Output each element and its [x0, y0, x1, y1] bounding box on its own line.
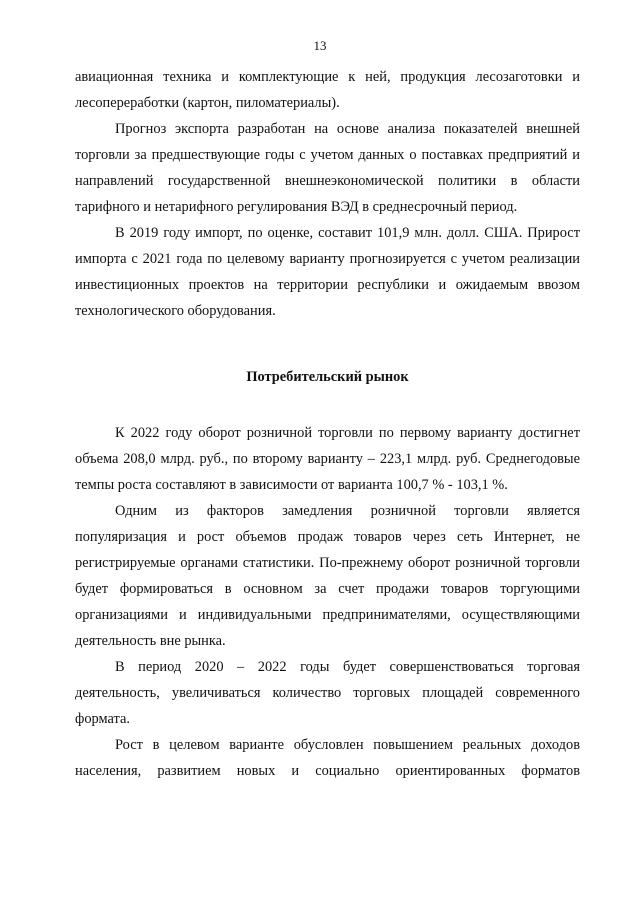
spacer: [75, 390, 580, 420]
paragraph-target-growth: Рост в целевом варианте обусловлен повышением реальных доходов населения, развитием новых и социально ориентированных форматов: [75, 737, 580, 779]
page-number: 13: [313, 38, 327, 53]
paragraph-export-forecast: Прогноз экспорта разработан на основе анализа показателей внешней торговли за предшествующие годы с учетом данных о поставках предприятий и направлений государственной внешнеэкономической политики в области тарифного и нетарифного регулирования ВЭД в среднесрочный период.: [75, 121, 580, 215]
paragraph-import-2019: В 2019 году импорт, по оценке, составит 101,9 млн. долл. США. Прирост импорта с 2021 года по целевому варианту прогнозируется с учетом реализации инвестиционных проектов на территории республики и ожидаемым ввозом технологического оборудования.: [75, 225, 580, 319]
paragraph-trade-development: В период 2020 – 2022 годы будет совершенствоваться торговая деятельность, увеличиваться количество торговых площадей современного формата.: [75, 659, 580, 727]
document-body: [75, 64, 580, 784]
paragraph-retail-slowdown: Одним из факторов замедления розничной торговли является популяризация и рост объемов продаж товаров через сеть Интернет, не регистрируемые органами статистики. По-прежнему оборот розничной торговли будет формироваться в основном за счет продажи товаров торгующими организациями и индивидуальными предпринимателями, осуществляющими деятельность вне рынка.: [75, 503, 580, 649]
paragraph-continuation: авиационная техника и комплектующие к ней, продукция лесозаготовки и лесопереработки (картон, пиломатериалы).: [75, 69, 580, 111]
section-heading: Потребительский рынок: [246, 369, 409, 385]
paragraph-retail-turnover: К 2022 году оборот розничной торговли по первому варианту достигнет объема 208,0 млрд. руб., по второму варианту – 223,1 млрд. руб. Среднегодовые темпы роста составляют в зависимости от варианта 100,7 % - 103,1 %.: [75, 425, 580, 493]
spacer: [75, 324, 580, 364]
